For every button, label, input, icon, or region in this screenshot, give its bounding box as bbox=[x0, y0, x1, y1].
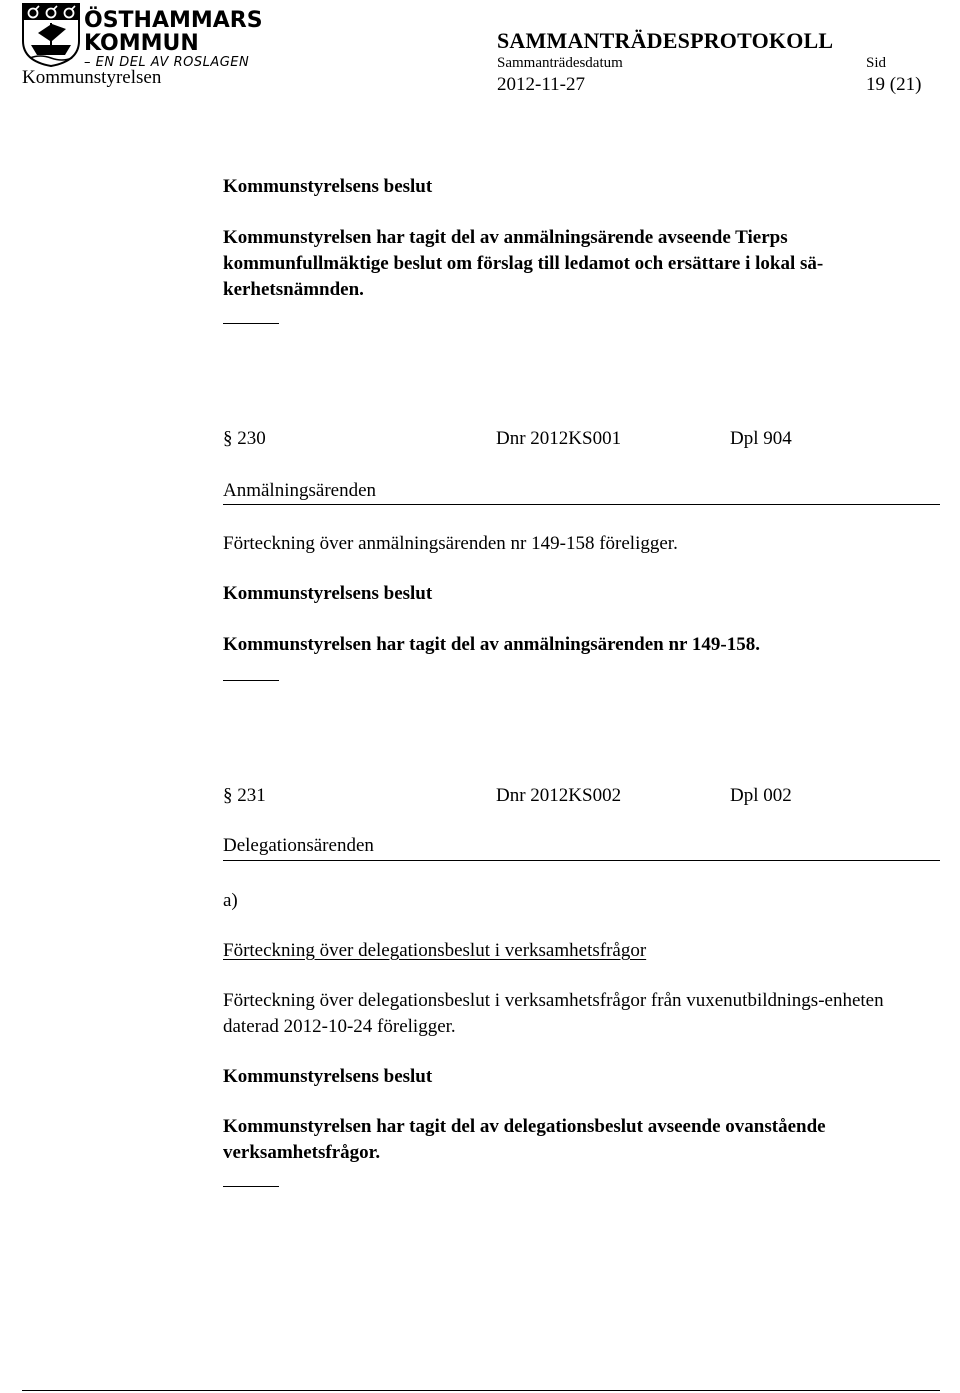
logo-tagline: – EN DEL AV ROSLAGEN bbox=[84, 55, 250, 70]
paragraph-230-decision-heading: Kommunstyrelsens beslut bbox=[223, 583, 433, 604]
paragraph-231-body: Förteckning över delegationsbeslut i verksamhetsfrågor från vuxenutbildnings-enheten daterad 2012-10-24 föreligger. bbox=[223, 990, 884, 1037]
footer-rule bbox=[22, 1390, 940, 1391]
page-number: 19 (21) bbox=[866, 74, 922, 95]
paragraph-230-dpl: Dpl 904 bbox=[730, 428, 792, 449]
paragraph-230-title: Anmälningsärenden bbox=[223, 480, 377, 501]
prev-decision-text: Kommunstyrelsen har tagit del av anmälningsärende avseende Tierps kommunfullmäktige beslut om förslag till ledamot och ersättare i lokal sä-kerhetsnämnden. bbox=[223, 227, 824, 300]
paragraph-231-decision-text: Kommunstyrelsen har tagit del av delegationsbeslut avseende ovanstående verksamhetsfrågor. bbox=[223, 1116, 826, 1163]
paragraph-231-decision-heading: Kommunstyrelsens beslut bbox=[223, 1066, 433, 1087]
organization-name: Kommunstyrelsen bbox=[22, 67, 162, 88]
paragraph-231-dpl: Dpl 002 bbox=[730, 785, 792, 806]
paragraph-231-number: § 231 bbox=[223, 785, 266, 806]
date-label: Sammanträdesdatum bbox=[497, 55, 623, 71]
separator bbox=[223, 1186, 279, 1187]
meeting-date: 2012-11-27 bbox=[497, 74, 585, 95]
paragraph-230-body: Förteckning över anmälningsärenden nr 149-158 föreligger. bbox=[223, 533, 678, 554]
paragraph-230-dnr: Dnr 2012KS001 bbox=[496, 428, 622, 449]
title-rule bbox=[223, 860, 940, 861]
title-rule bbox=[223, 504, 940, 505]
paragraph-230-decision-text: Kommunstyrelsen har tagit del av anmälningsärenden nr 149-158. bbox=[223, 634, 760, 655]
paragraph-231-title: Delegationsärenden bbox=[223, 835, 374, 856]
prev-decision-heading: Kommunstyrelsens beslut bbox=[223, 176, 433, 197]
osthammar-logo bbox=[22, 3, 263, 70]
coat-of-arms-icon bbox=[23, 4, 79, 66]
separator bbox=[223, 680, 279, 681]
paragraph-231-dnr: Dnr 2012KS002 bbox=[496, 785, 622, 806]
logo-line1: ÖSTHAMMARS bbox=[84, 8, 263, 33]
paragraph-231-sub-label: a) bbox=[223, 890, 238, 911]
separator bbox=[223, 323, 279, 324]
paragraph-231-sub-heading: Förteckning över delegationsbeslut i verksamhetsfrågor bbox=[223, 940, 647, 961]
paragraph-230-number: § 230 bbox=[223, 428, 266, 449]
document-type: SAMMANTRÄDESPROTOKOLL bbox=[497, 28, 834, 53]
logo-line2: KOMMUN bbox=[84, 31, 199, 56]
page-label: Sid bbox=[866, 55, 887, 71]
